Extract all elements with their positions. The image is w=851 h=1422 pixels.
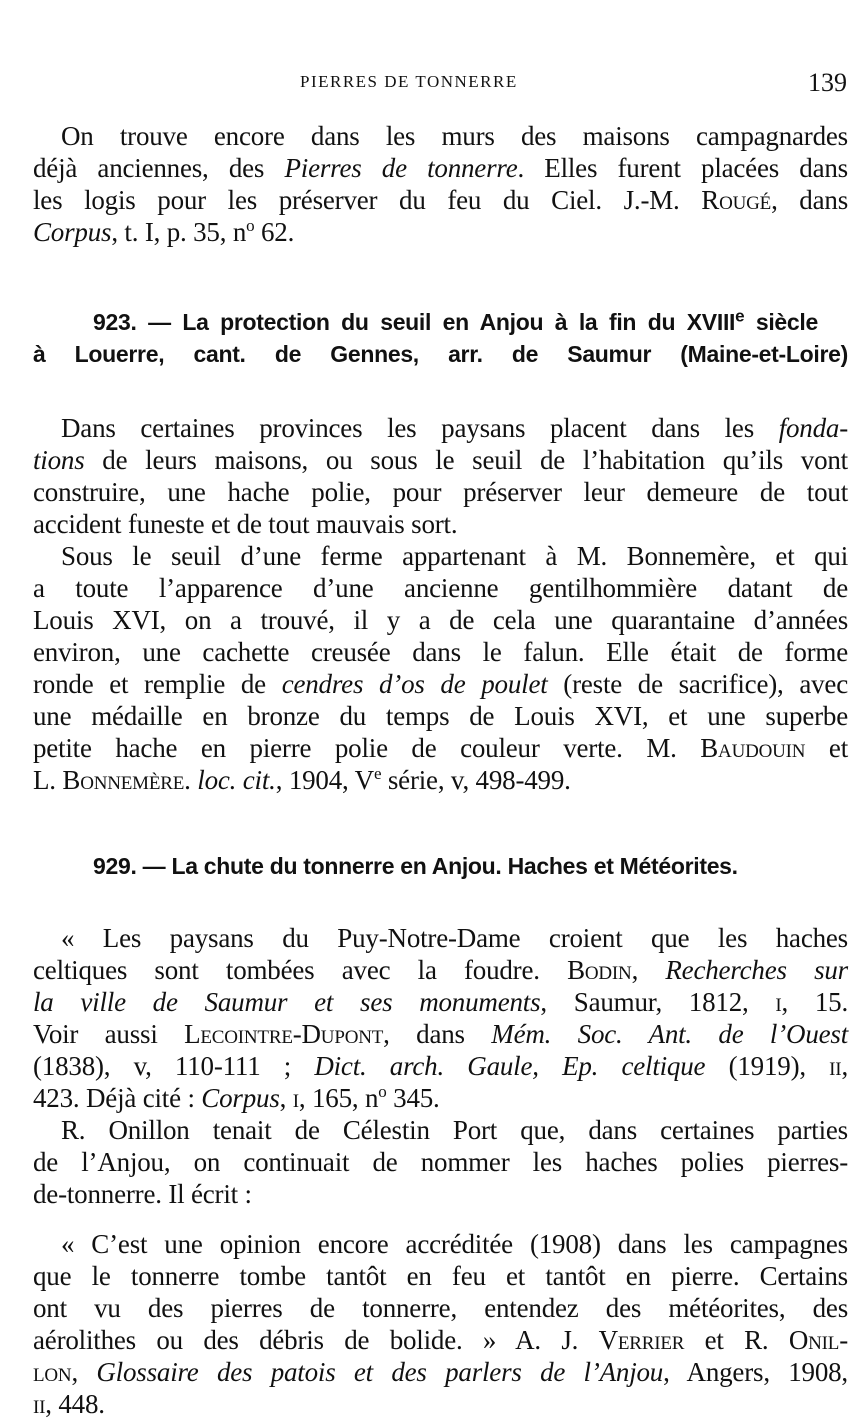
superscript: e <box>373 764 382 783</box>
text-run: , <box>279 1083 293 1113</box>
text-line <box>33 922 848 954</box>
text-run: On trouve encore dans les murs des maisons campagnardes <box>61 121 848 151</box>
text-line <box>33 1178 848 1210</box>
text-line <box>33 850 848 882</box>
text-run: Louis XVI, on a trouvé, il y a de cela une quarantaine d’années <box>33 605 848 635</box>
text-run: à Louerre, cant. de Gennes, arr. de Saumur (Maine-et-Loire) <box>33 341 848 367</box>
text-run: , t. I, p. 35, n <box>111 217 247 247</box>
text-line <box>33 1050 848 1082</box>
text-line <box>33 306 818 338</box>
text-run: , 1904, V <box>275 765 374 795</box>
text-run: aérolithes ou des débris de bolide. » A. J. <box>33 1325 599 1355</box>
text-run: les logis pour les préserver du feu du Ciel. J.-M. <box>33 185 702 215</box>
text-line <box>33 1228 848 1260</box>
text-run: 923. — La protection du seuil en Anjou à la fin du XVIII <box>93 309 736 335</box>
small-caps-name: Bonnemère <box>62 765 185 795</box>
small-caps-name: Verrier <box>598 1325 685 1355</box>
text-run: déjà anciennes, des <box>33 153 285 183</box>
text-line <box>33 1356 848 1388</box>
small-caps-name: i <box>292 1083 299 1113</box>
italic-text: Dict. arch. Gaule, Ep. celtique <box>314 1051 706 1081</box>
small-caps-name: Baudouin <box>700 733 806 763</box>
text-line <box>33 216 848 248</box>
text-run: Voir aussi <box>33 1019 185 1049</box>
text-run: siècle <box>744 309 818 335</box>
text-run: petite hache en pierre polie de couleur verte. M. <box>33 733 701 763</box>
text-run: de-tonnerre. Il écrit : <box>33 1179 252 1209</box>
text-line <box>33 732 848 764</box>
text-run: , dans <box>771 185 849 215</box>
text-run: , 15. <box>781 987 848 1017</box>
small-caps-name: Onil- <box>788 1325 848 1355</box>
italic-text: Mém. Soc. Ant. de l’Ouest <box>491 1019 849 1049</box>
text-run: , Angers, 1908, <box>663 1357 848 1387</box>
text-run: accident funeste et de tout mauvais sort. <box>33 509 458 539</box>
text-line <box>33 636 848 668</box>
small-caps-name: ii <box>829 1051 842 1081</box>
text-run: 929. — La chute du tonnerre en Anjou. Haches et Météorites. <box>93 853 738 879</box>
text-run: , 448. <box>45 1389 105 1419</box>
text-line <box>33 152 848 184</box>
text-line <box>33 338 848 370</box>
text-line <box>33 444 848 476</box>
text-run: , Saumur, 1812, <box>540 987 776 1017</box>
italic-text: cendres d’os de poulet <box>281 669 548 699</box>
italic-text: Corpus <box>201 1083 280 1113</box>
italic-text: Corpus <box>33 217 112 247</box>
italic-text: Pierres de tonnerre <box>284 153 518 183</box>
text-line <box>33 1388 848 1420</box>
text-run: série, v, 498-499. <box>381 765 571 795</box>
text-run: (1919), <box>705 1051 830 1081</box>
small-caps-name: Lecointre-Dupont <box>184 1019 384 1049</box>
paragraph <box>33 412 848 540</box>
text-run: , <box>71 1357 97 1387</box>
small-caps-name: i <box>775 987 782 1017</box>
text-line <box>33 508 848 540</box>
paragraph <box>33 922 848 1114</box>
text-run: et R. <box>684 1325 789 1355</box>
text-run: . <box>184 765 198 795</box>
text-run: (1838), v, 110-111 ; <box>33 1051 315 1081</box>
text-run: ronde et remplie de <box>33 669 282 699</box>
small-caps-name: ii <box>33 1389 46 1419</box>
page-number: 139 <box>808 68 847 97</box>
text-line <box>33 1292 848 1324</box>
text-run: 345. <box>386 1083 440 1113</box>
text-run: a toute l’apparence d’une ancienne gentilhommière datant de <box>33 573 848 603</box>
text-run: « Les paysans du Puy-Notre-Dame croient que les haches <box>61 923 848 953</box>
text-run: environ, une cachette creusée dans le falun. Elle était de forme <box>33 637 848 667</box>
text-line <box>33 604 848 636</box>
text-run: celtiques sont tombées avec la foudre. <box>33 955 568 985</box>
paragraph <box>33 120 848 248</box>
text-run: Dans certaines provinces les paysans placent dans les <box>61 413 779 443</box>
text-line <box>33 120 848 152</box>
text-line <box>33 1260 848 1292</box>
text-run: construire, une hache polie, pour préserver leur demeure de tout <box>33 477 848 507</box>
italic-text: Glossaire des patois et des parlers de l’Anjou <box>96 1357 664 1387</box>
superscript: e <box>735 306 745 326</box>
text-line <box>33 1114 848 1146</box>
text-line <box>33 954 848 986</box>
text-run: que le tonnerre tombe tantôt en feu et tantôt en pierre. Certains <box>33 1261 848 1291</box>
text-line <box>33 572 848 604</box>
text-line <box>33 184 848 216</box>
text-line <box>33 1082 848 1114</box>
text-run: , <box>631 955 666 985</box>
text-run: Sous le seuil d’une ferme appartenant à M. Bonnemère, et qui <box>61 541 848 571</box>
paragraph <box>33 1228 848 1420</box>
italic-text: tions <box>33 445 85 475</box>
small-caps-name: Rougé <box>701 185 772 215</box>
section-heading <box>33 850 848 882</box>
text-run: de leurs maisons, ou sous le seuil de l’habitation qu’ils vont <box>84 445 848 475</box>
text-line <box>33 1018 848 1050</box>
text-run: L. <box>33 765 63 795</box>
paragraph <box>33 1114 848 1210</box>
italic-text: la ville de Saumur et ses monuments <box>33 987 541 1017</box>
italic-text: fonda- <box>778 413 848 443</box>
running-title: PIERRES DE TONNERRE <box>300 72 518 91</box>
superscript: o <box>378 1082 387 1101</box>
text-run: . Elles furent placées dans <box>517 153 848 183</box>
text-line <box>33 986 848 1018</box>
text-run: une médaille en bronze du temps de Louis XVI, et une superbe <box>33 701 848 731</box>
small-caps-name: lon <box>33 1357 72 1387</box>
text-line <box>33 764 848 796</box>
italic-text: Recherches sur <box>665 955 848 985</box>
text-line <box>33 1146 848 1178</box>
text-run: (reste de sacrifice), avec <box>547 669 848 699</box>
text-line <box>33 700 848 732</box>
text-run: 62. <box>254 217 295 247</box>
text-line <box>33 668 848 700</box>
text-line <box>33 476 848 508</box>
small-caps-name: Bodin <box>567 955 632 985</box>
text-run: et <box>805 733 848 763</box>
text-run: de l’Anjou, on continuait de nommer les haches polies pierres- <box>33 1147 848 1177</box>
text-line <box>33 540 848 572</box>
text-line <box>33 1324 848 1356</box>
text-line <box>33 412 848 444</box>
section-heading <box>33 306 848 370</box>
text-run: « C’est une opinion encore accréditée (1908) dans les campagnes <box>61 1229 848 1259</box>
superscript: o <box>246 216 255 235</box>
text-run: 423. Déjà cité : <box>33 1083 202 1113</box>
text-run: R. Onillon tenait de Célestin Port que, dans certaines parties <box>61 1115 848 1145</box>
text-run: , 165, n <box>298 1083 379 1113</box>
italic-text: loc. cit. <box>197 765 276 795</box>
text-run: , <box>841 1051 848 1081</box>
paragraph <box>33 540 848 796</box>
text-run: ont vu des pierres de tonnerre, entendez des météorites, des <box>33 1293 848 1323</box>
text-run: , dans <box>383 1019 492 1049</box>
